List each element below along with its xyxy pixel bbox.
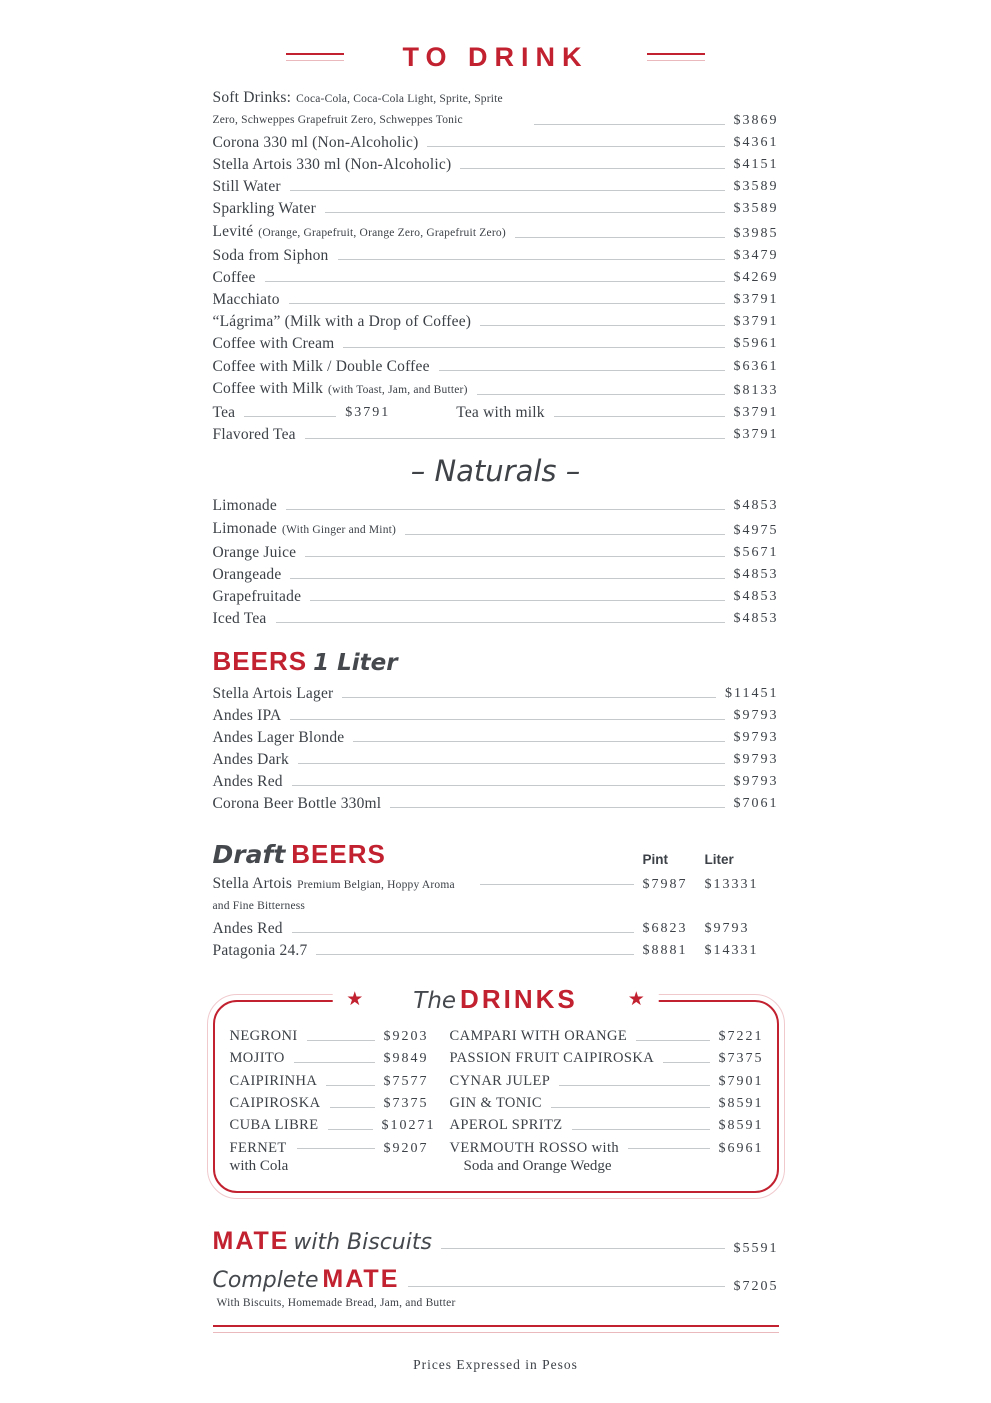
menu-item-row (450, 1048, 764, 1070)
mate-title-hand: Complete (212, 1267, 319, 1293)
menu-item-row (213, 872, 779, 917)
item-price: $4853 (733, 589, 779, 605)
menu-item-row (213, 495, 779, 517)
leader-line (628, 1148, 709, 1149)
mate-section (213, 1223, 779, 1309)
item-name: PASSION FRUIT CAIPIROSKA (449, 1050, 655, 1067)
draft-beers-header (213, 839, 779, 870)
leader-line (326, 1085, 374, 1086)
item-price: $3791 (345, 405, 391, 421)
item-name (230, 1138, 289, 1175)
item-name (213, 425, 296, 444)
item-name-text: Patagonia 24.7 (212, 942, 308, 960)
leader-line (551, 1107, 710, 1108)
leader-line (305, 556, 724, 557)
item-price: $7221 (718, 1029, 764, 1045)
item-price: $4853 (733, 611, 779, 627)
drinks-title-hand: The (413, 987, 457, 1014)
leader-line (298, 763, 725, 764)
leader-line (353, 741, 724, 742)
leader-line (290, 578, 724, 579)
item-name-text: Tea (212, 404, 236, 422)
leader-line (477, 394, 725, 395)
item-name-text: Coffee (212, 268, 256, 286)
item-name-text: Flavored Tea (212, 426, 296, 444)
menu-item-row (213, 377, 779, 401)
mate-title-red: MATE (322, 1264, 400, 1293)
menu-item-row (213, 311, 779, 333)
item-price: $4269 (733, 269, 779, 285)
menu-item-row (213, 586, 779, 608)
item-name (213, 246, 329, 265)
item-price: $3791 (733, 314, 779, 330)
to-drink-title: TO DRINK (402, 42, 589, 72)
item-name (213, 587, 302, 606)
item-detail: (Orange, Grapefruit, Orange Zero, Grapefruit Zero) (258, 226, 506, 239)
item-price: $8591 (718, 1117, 764, 1133)
leader-line (328, 1129, 373, 1130)
tea-row (213, 401, 779, 423)
menu-item-row (213, 704, 779, 726)
item-detail: (with Toast, Jam, and Butter) (328, 383, 468, 396)
menu-item-row (213, 244, 779, 266)
menu-item-row (213, 131, 779, 153)
item-price: $8591 (718, 1095, 764, 1111)
item-price: $9849 (383, 1051, 429, 1067)
item-name-text: Soft Drinks: (212, 88, 292, 106)
menu-item-row (213, 726, 779, 748)
leader-line (265, 281, 725, 282)
item-subtext: Soda and Orange Wedge (463, 1158, 612, 1175)
item-price: $3791 (733, 427, 779, 443)
item-name (450, 1138, 620, 1175)
item-price-liter: $14331 (704, 943, 759, 959)
menu-item-row (213, 153, 779, 175)
item-name (213, 919, 283, 938)
decorative-double-line (286, 53, 344, 61)
leader-line (297, 1148, 374, 1149)
item-price: $7577 (383, 1073, 429, 1089)
menu-item-row (230, 1092, 436, 1114)
leader-line (276, 622, 725, 623)
item-name (213, 379, 468, 400)
item-name: MOJITO (229, 1050, 285, 1067)
menu-item-row (213, 749, 779, 771)
item-price: $4853 (733, 498, 779, 514)
item-name-text: Corona 330 ml (Non-Alcoholic) (212, 133, 419, 151)
menu-item-row (213, 1223, 779, 1261)
item-price: $4975 (733, 522, 779, 538)
item-detail: Coca-Cola, Coca-Cola Light, Sprite, Sprite Zero, Schweppes Grapefruit Zero, Schweppes Tonic (212, 92, 503, 126)
drinks-columns (230, 1026, 764, 1177)
leader-line (572, 1129, 710, 1130)
item-name (213, 133, 419, 152)
leader-line (338, 259, 725, 260)
leader-line (441, 1248, 725, 1249)
item-name-text: Andes Lager Blonde (212, 728, 345, 746)
drinks-right-column (450, 1026, 764, 1177)
item-price: $7061 (733, 796, 779, 812)
item-price-pint: $8881 (642, 943, 688, 959)
item-name: NEGRONI (229, 1028, 298, 1045)
item-name-text: Orangeade (212, 565, 282, 583)
menu-item-row (230, 1026, 436, 1048)
item-name-text: Stella Artois 330 ml (Non-Alcoholic) (212, 155, 452, 173)
item-price: $8133 (733, 382, 779, 398)
item-price: $9793 (733, 752, 779, 768)
leader-line (559, 1085, 709, 1086)
leader-line (480, 884, 634, 885)
leader-line (286, 509, 725, 510)
item-name (456, 403, 544, 422)
item-name (213, 155, 452, 174)
star-icon: ★ (627, 988, 645, 1010)
item-price: $4853 (733, 566, 779, 582)
item-name (213, 543, 297, 562)
menu-item-row (213, 1261, 779, 1296)
menu-item-row (450, 1026, 764, 1048)
menu-item-row (213, 355, 779, 377)
item-name-text: Still Water (212, 178, 281, 196)
item-price: $5591 (733, 1240, 779, 1256)
menu-item-row (230, 1114, 436, 1136)
item-price: $3589 (733, 179, 779, 195)
item-name-text: Andes IPA (212, 706, 282, 724)
footer-note: Prices Expressed in Pesos (413, 1356, 578, 1372)
leader-line (290, 190, 725, 191)
menu-item-row (213, 608, 779, 630)
leader-line (480, 325, 724, 326)
item-name: CAMPARI WITH ORANGE (449, 1028, 628, 1045)
item-name-text: Andes Dark (212, 751, 289, 769)
menu-item-row (230, 1137, 436, 1177)
item-price: $4361 (733, 134, 779, 150)
item-detail: (With Ginger and Mint) (281, 523, 397, 536)
item-price: $3985 (733, 225, 779, 241)
star-icon: ★ (346, 988, 364, 1010)
draft-beers-title (213, 839, 386, 870)
liter-column-header: Liter (704, 852, 734, 868)
leader-line (289, 303, 725, 304)
menu-item-row (450, 1070, 764, 1092)
menu-item-row (213, 198, 779, 220)
item-name (213, 565, 282, 584)
item-name: GIN & TONIC (449, 1094, 542, 1111)
menu-item-row (213, 771, 779, 793)
menu-item-row (230, 1048, 436, 1070)
drinks-title-red: DRINKS (460, 983, 578, 1014)
naturals-title: – Naturals – (410, 453, 581, 488)
mate-title-hand: with Biscuits (293, 1229, 432, 1255)
menu-item-row (450, 1092, 764, 1114)
menu-page (213, 0, 779, 1403)
item-price: $5671 (733, 544, 779, 560)
item-price: $9793 (733, 707, 779, 723)
menu-item-row (213, 541, 779, 563)
menu-item-row (213, 682, 779, 704)
draft-title-hand: Draft (212, 840, 286, 870)
leader-line (554, 416, 725, 417)
drinks-box (213, 1000, 779, 1193)
item-name: CUBA LIBRE (229, 1116, 319, 1133)
leader-line (343, 347, 724, 348)
leader-line (408, 1286, 724, 1287)
item-name-text: Coffee with Milk / Double Coffee (212, 357, 430, 375)
item-name (213, 706, 282, 725)
item-name-text: VERMOUTH ROSSO with (449, 1140, 620, 1157)
item-name (213, 268, 256, 287)
item-price-liter: $9793 (704, 920, 750, 936)
leader-line (292, 785, 725, 786)
item-price: $9793 (733, 729, 779, 745)
footer-rule (213, 1325, 779, 1333)
item-name-text: Stella Artois (212, 874, 293, 892)
leader-line (534, 124, 725, 125)
leader-line (307, 1040, 375, 1041)
item-price: $3589 (733, 201, 779, 217)
leader-line (316, 954, 633, 955)
item-name-text: Andes Red (212, 919, 283, 937)
drinks-section (213, 983, 779, 1193)
item-name (213, 684, 334, 703)
item-name (213, 874, 471, 916)
item-price: $9203 (383, 1029, 429, 1045)
item-price: $3479 (733, 247, 779, 263)
item-price: $5961 (733, 336, 779, 352)
item-name-text: Orange Juice (212, 543, 297, 561)
menu-item-row (213, 289, 779, 311)
leader-line (439, 370, 725, 371)
menu-item-row (213, 563, 779, 585)
item-price: $7901 (718, 1073, 764, 1089)
item-name (213, 496, 277, 515)
item-name (213, 312, 472, 331)
item-name-text: FERNET (229, 1140, 287, 1157)
menu-item-row (213, 176, 779, 198)
menu-item-row (213, 517, 779, 541)
leader-line (342, 697, 716, 698)
leader-line (290, 719, 724, 720)
menu-item-row (213, 86, 779, 131)
decorative-double-line (647, 53, 705, 61)
item-name-text: Iced Tea (212, 610, 267, 628)
menu-item-row (450, 1137, 764, 1177)
beers-title-hand: 1 Liter (313, 649, 398, 676)
item-name (213, 772, 283, 791)
item-name (213, 177, 281, 196)
item-name (213, 728, 345, 747)
item-name-text: Andes Red (212, 773, 283, 791)
item-name: CYNAR JULEP (449, 1072, 551, 1089)
item-price-pint: $6823 (642, 920, 688, 936)
item-name: APEROL SPRITZ (449, 1116, 563, 1133)
leader-line (244, 416, 336, 417)
leader-line (330, 1107, 375, 1108)
leader-line (325, 212, 725, 213)
item-name: CAIPIROSKA (229, 1094, 321, 1111)
item-name-text: Tea with milk (456, 404, 545, 422)
item-detail: Premium Belgian, Hoppy Aroma and Fine Bitterness (212, 878, 455, 912)
item-name (213, 750, 289, 769)
leader-line (427, 146, 724, 147)
item-price: $3869 (733, 112, 779, 128)
pint-column-header: Pint (642, 852, 668, 868)
item-name: CAIPIRINHA (229, 1072, 318, 1089)
item-price: $4151 (733, 156, 779, 172)
item-name (213, 519, 397, 540)
item-name (213, 334, 335, 353)
item-name-text: Macchiato (212, 291, 280, 309)
drinks-left-column (230, 1026, 436, 1177)
item-name (213, 1226, 432, 1258)
item-name (213, 290, 280, 309)
menu-item-row (213, 793, 779, 815)
leader-line (460, 168, 724, 169)
leader-line (636, 1040, 709, 1041)
item-price: $10271 (381, 1117, 436, 1133)
leader-line (515, 237, 725, 238)
menu-item-row (213, 333, 779, 355)
item-name (213, 794, 382, 813)
item-price: $3791 (733, 405, 779, 421)
item-name (213, 88, 525, 130)
menu-item-row (213, 917, 779, 939)
menu-item-row (213, 424, 779, 446)
menu-item-row (213, 939, 779, 961)
menu-item-row (230, 1070, 436, 1092)
item-price-liter: $13331 (704, 876, 759, 892)
beers-title (213, 646, 779, 677)
item-name (213, 357, 430, 376)
item-price: $7375 (383, 1095, 429, 1111)
item-name-text: Limonade (212, 519, 277, 537)
menu-item-row (450, 1114, 764, 1136)
drinks-title-row (332, 984, 659, 1015)
item-name (213, 222, 506, 243)
item-price: $9207 (383, 1141, 429, 1157)
item-name (213, 609, 267, 628)
item-name-text: Limonade (212, 497, 277, 515)
leader-line (305, 438, 725, 439)
item-name-text: Coffee with Cream (212, 335, 335, 353)
leader-line (663, 1062, 709, 1063)
item-name (213, 199, 317, 218)
item-name-text: Levité (212, 222, 254, 240)
item-name-text: Coffee with Milk (212, 379, 324, 397)
item-price-pint: $7987 (642, 876, 688, 892)
item-price: $6961 (718, 1141, 764, 1157)
leader-line (405, 534, 724, 535)
item-name (213, 403, 236, 422)
draft-column-headers (643, 852, 779, 870)
item-name-text: Corona Beer Bottle 330ml (212, 795, 382, 813)
menu-item-row (213, 266, 779, 288)
item-price: $9793 (733, 774, 779, 790)
leader-line (310, 600, 724, 601)
menu-item-row (213, 220, 779, 244)
item-price: $11451 (725, 685, 779, 701)
item-subtext: with Cola (229, 1158, 289, 1175)
draft-title-red: BEERS (291, 839, 386, 870)
item-name-text: Grapefruitade (212, 588, 302, 606)
item-price: $6361 (733, 358, 779, 374)
to-drink-title-row (213, 42, 779, 72)
leader-line (292, 932, 634, 933)
item-price: $7205 (733, 1278, 779, 1294)
leader-line (294, 1062, 375, 1063)
item-name-text: Soda from Siphon (212, 246, 329, 264)
item-price: $7375 (718, 1051, 764, 1067)
item-name-text: “Lágrima” (Milk with a Drop of Coffee) (212, 313, 472, 331)
item-name (213, 941, 308, 960)
mate-title-red: MATE (212, 1226, 290, 1255)
leader-line (390, 807, 724, 808)
item-price: $3791 (733, 292, 779, 308)
item-name-text: Stella Artois Lager (212, 684, 334, 702)
item-name-text: Sparkling Water (212, 200, 316, 218)
drinks-title (413, 984, 577, 1015)
item-detail: With Biscuits, Homemade Bread, Jam, and Butter (216, 1296, 456, 1309)
beers-title-red: BEERS (212, 645, 308, 676)
